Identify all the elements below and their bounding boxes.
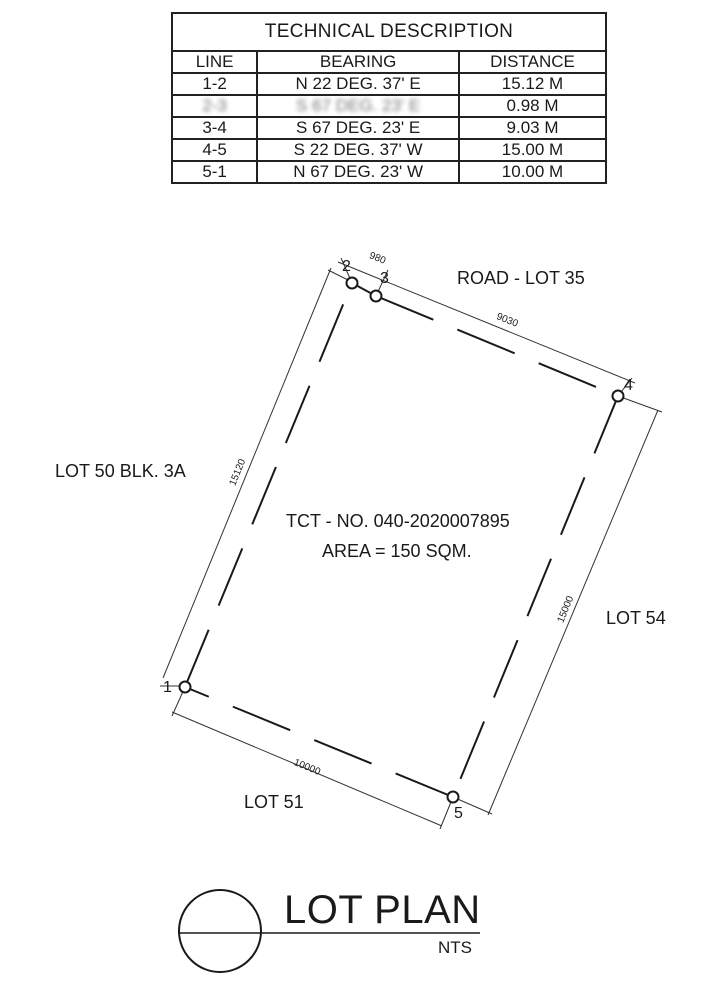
corner-marker-5 <box>448 792 459 803</box>
dimension-label-3-4: 9030 <box>494 311 520 330</box>
row-line: 1-2 <box>172 73 257 95</box>
row-line: 3-4 <box>172 117 257 139</box>
row-line-obscured: 2-3 <box>202 96 227 115</box>
row-bearing: N 22 DEG. 37' E <box>257 73 459 95</box>
corner-marker-1 <box>180 682 191 693</box>
row-distance: 9.03 M <box>459 117 606 139</box>
dim-tick <box>618 396 662 412</box>
header-line: LINE <box>172 51 257 73</box>
lot-area: AREA = 150 SQM. <box>322 541 472 561</box>
tct-number: TCT - NO. 040-2020007895 <box>286 511 510 531</box>
point-label-1: 1 <box>163 679 172 696</box>
adjacent-lot-right-label: LOT 54 <box>606 608 666 628</box>
row-bearing: S 22 DEG. 37' W <box>257 139 459 161</box>
corner-marker-4 <box>613 391 624 402</box>
row-distance: 15.00 M <box>459 139 606 161</box>
dimension-label-1-2: 15120 <box>227 457 249 488</box>
point-label-4: 4 <box>624 377 633 394</box>
drawing-scale: NTS <box>438 938 472 957</box>
row-distance: 10.00 M <box>459 161 606 183</box>
row-bearing: N 67 DEG. 23' W <box>257 161 459 183</box>
adjacent-lot-left-label: LOT 50 BLK. 3A <box>55 461 186 481</box>
dimension-label-5-1: 10000 <box>291 757 322 778</box>
corner-marker-3 <box>371 291 382 302</box>
boundary-line-3-4 <box>376 296 618 396</box>
boundary-line-4-5 <box>453 396 618 797</box>
adjacent-lot-bottom-label: LOT 51 <box>244 792 304 812</box>
title-circle-icon <box>179 890 261 972</box>
header-distance: DISTANCE <box>459 51 606 73</box>
dimension-label-2-3: 980 <box>367 250 388 267</box>
row-bearing: S 67 DEG. 23' E <box>257 117 459 139</box>
row-bearing-obscured: S 67 DEG. 23' E <box>296 96 421 115</box>
boundary-line-1-2 <box>185 283 352 687</box>
table-title: TECHNICAL DESCRIPTION <box>172 13 606 51</box>
point-label-2: 2 <box>342 258 351 275</box>
corner-markers <box>180 278 624 803</box>
row-line: 5-1 <box>172 161 257 183</box>
lot-boundary <box>185 283 618 797</box>
header-bearing: BEARING <box>257 51 459 73</box>
row-line: 4-5 <box>172 139 257 161</box>
row-distance: 15.12 M <box>459 73 606 95</box>
point-label-5: 5 <box>454 805 463 822</box>
point-label-3: 3 <box>380 270 389 287</box>
dimension-label-4-5: 15000 <box>555 594 577 625</box>
boundary-line-5-1 <box>185 687 453 797</box>
drawing-title: LOT PLAN <box>284 888 481 932</box>
dim-line-1-2 <box>163 268 331 678</box>
row-distance: 0.98 M <box>459 95 606 117</box>
road-lot-label: ROAD - LOT 35 <box>457 268 585 288</box>
corner-marker-2 <box>347 278 358 289</box>
